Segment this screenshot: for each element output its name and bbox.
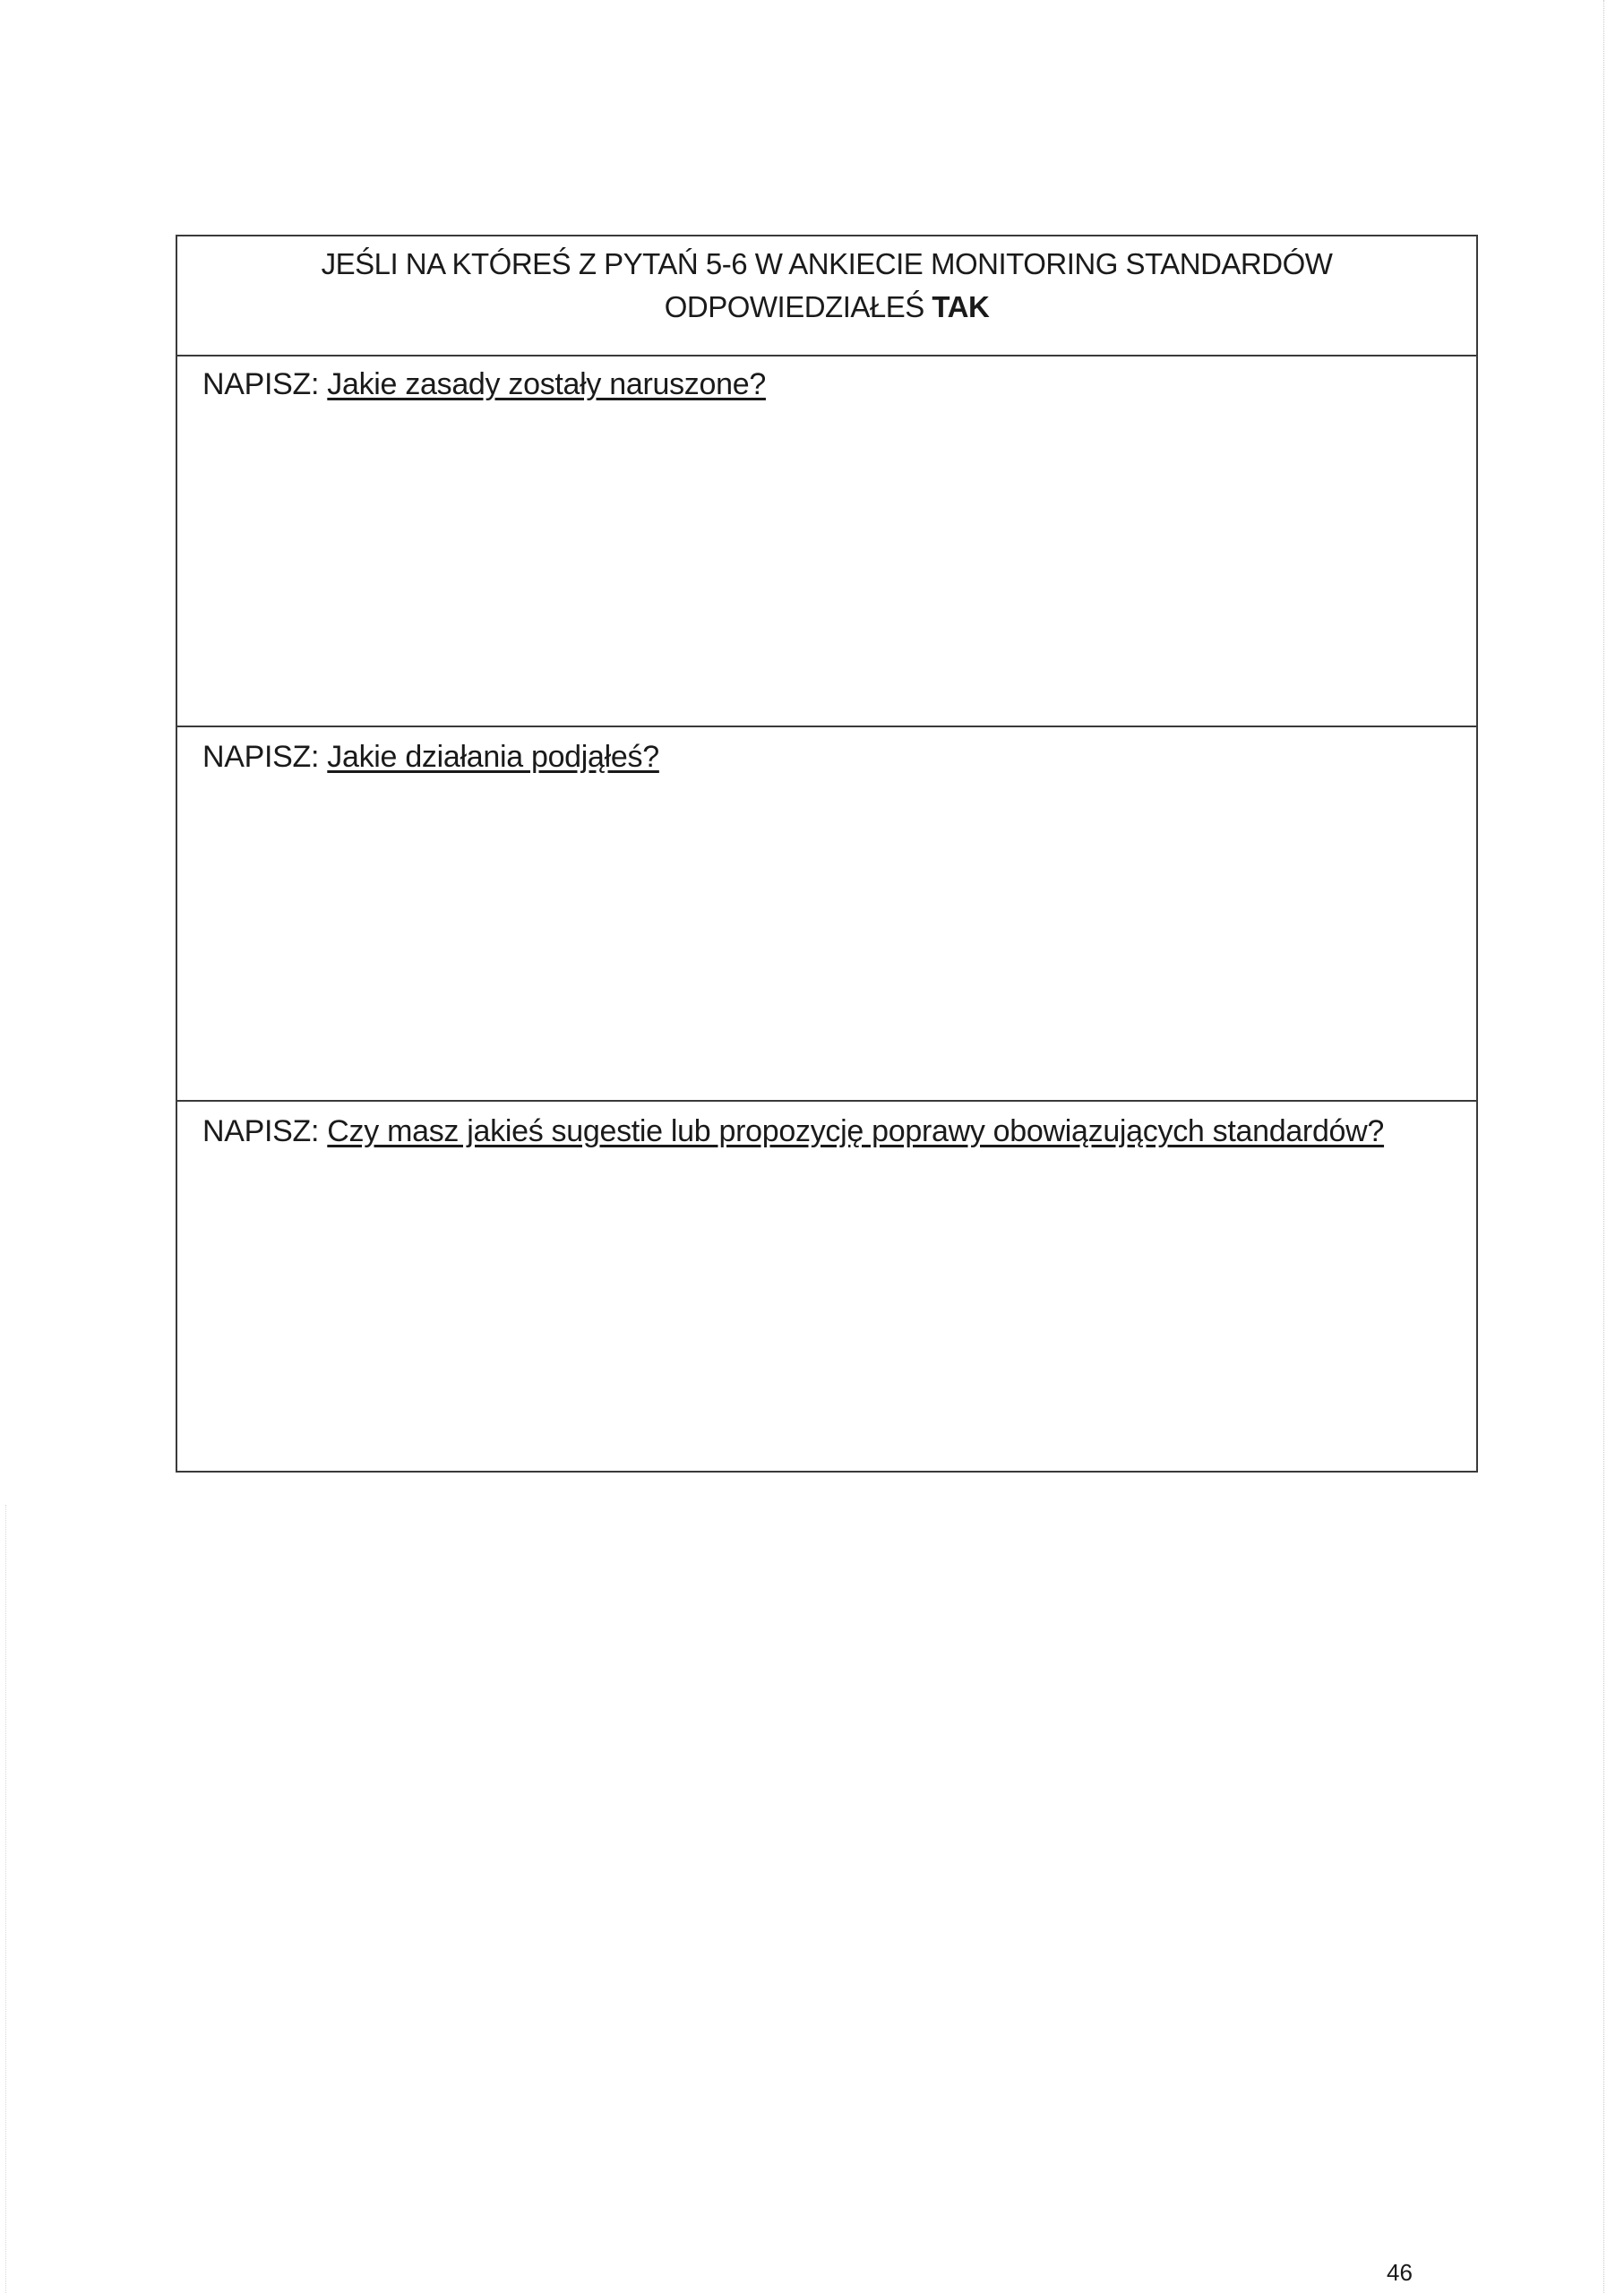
- question-text: Jakie zasady zostały naruszone?: [327, 367, 766, 401]
- question-prefix: NAPISZ:: [202, 1114, 328, 1148]
- question-text: Jakie działania podjąłeś?: [327, 740, 659, 774]
- header-line-2: [177, 290, 1476, 324]
- question-label-1: [202, 367, 766, 402]
- question-cell-2: [177, 726, 1476, 1100]
- question-label-3: [202, 1114, 1384, 1149]
- form-table: [176, 235, 1478, 1473]
- form-header: [177, 236, 1476, 356]
- question-text: Czy masz jakieś sugestie lub propozycję poprawy obowiązujących standardów?: [327, 1114, 1385, 1148]
- question-prefix: NAPISZ:: [202, 740, 328, 774]
- header-line-2-text: ODPOWIEDZIAŁEŚ: [664, 290, 932, 323]
- question-label-2: [202, 740, 659, 775]
- header-line-1: JEŚLI NA KTÓREŚ Z PYTAŃ 5-6 W ANKIECIE MONITORING STANDARDÓW: [321, 247, 1333, 280]
- question-prefix: NAPISZ:: [202, 367, 328, 401]
- answer-area-3[interactable]: [195, 1164, 1458, 1462]
- question-cell-1: [177, 355, 1476, 726]
- scan-edge-mark: [5, 1505, 6, 2293]
- scan-edge-mark: [1603, 0, 1604, 2293]
- page-number: 46: [1387, 2259, 1413, 2286]
- question-cell-3: [177, 1100, 1476, 1471]
- answer-area-1[interactable]: [195, 417, 1458, 717]
- answer-area-2[interactable]: [195, 790, 1458, 1091]
- header-emphasis: TAK: [932, 290, 990, 323]
